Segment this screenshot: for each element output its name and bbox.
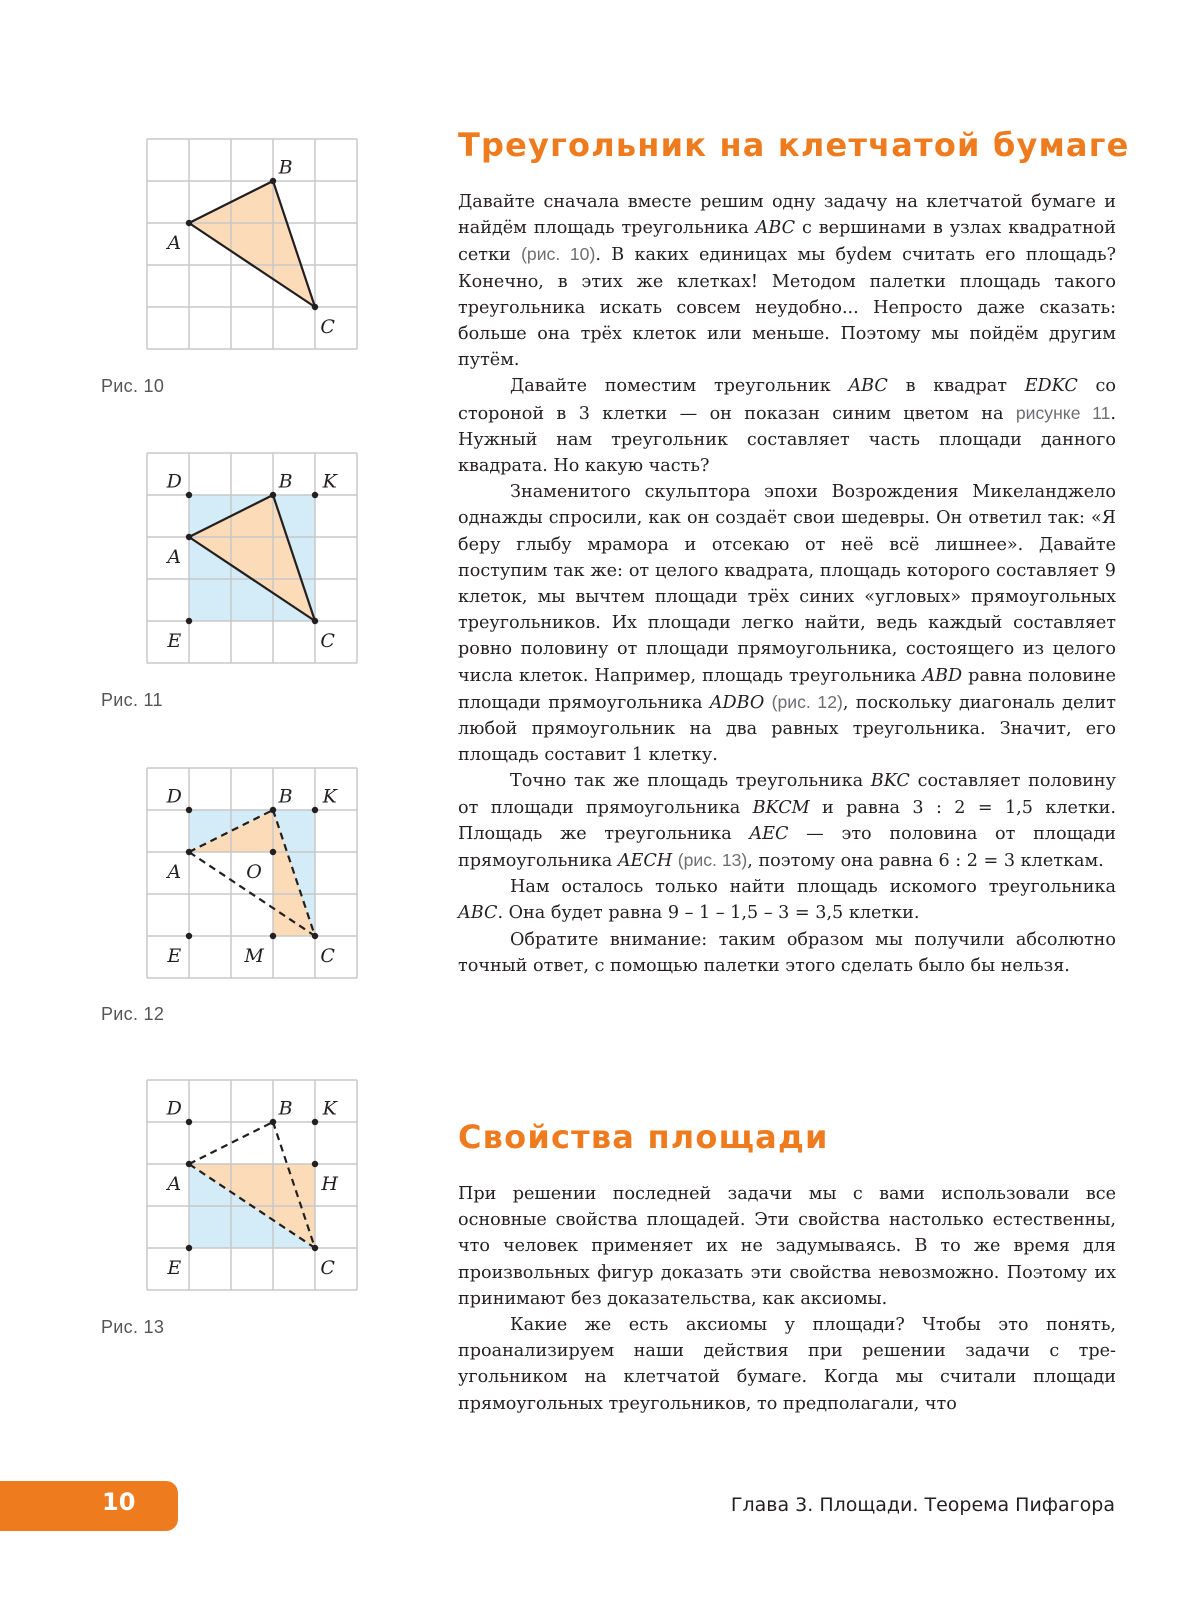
text-run: . Нужный нам треугольник составляет часть площади данного квадрата. Но какую часть? (458, 403, 1116, 477)
figure-11-caption: Рис. 11 (101, 690, 163, 710)
point-label-K: K (322, 1097, 337, 1120)
point-B (270, 492, 276, 498)
text-run: . В каких единицах мы буdем считать его площадь? Конечно, в этих же клетках! Методом палетки площадь такого треугольника искать совсем неудобно... Непросто даже сказать: больше она трёх клеток или меньше. Поэтому мы пойдём другим путём. (458, 245, 1116, 371)
paragraph (458, 927, 1116, 979)
point-K (312, 807, 318, 813)
figure-reference: (рис. 13) (677, 850, 748, 871)
text-run: — это половина от площади прямоугольника (458, 823, 1116, 872)
point-label-K: K (322, 470, 337, 493)
figure-11-drawing (132, 439, 372, 679)
paragraph (458, 1181, 1116, 1312)
point-B (270, 178, 276, 184)
section-triangle-on-grid (458, 125, 1130, 979)
text-run: равна половине площади прямоугольника (458, 665, 1116, 713)
point-C (312, 618, 318, 624)
point-label-A: A (167, 545, 182, 568)
point-label-B: B (278, 470, 293, 493)
figure-10-drawing (132, 125, 372, 365)
text-run: Какие же есть аксиомы у площади? Чтобы это понять, проанализируем наши действия при решении задачи с треугольником на клетчатой бумаге. Когда мы считали площади прямоугольных треугольников, то предполагали, что (458, 1315, 1116, 1414)
point-label-C: C (320, 629, 335, 652)
point-label-A: A (167, 860, 182, 883)
page-number-tab (0, 1481, 178, 1531)
point-label-B: B (278, 1097, 293, 1120)
paragraph (458, 373, 1116, 479)
point-B (270, 807, 276, 813)
point-A (186, 849, 192, 855)
figure-12-caption: Рис. 12 (101, 1004, 165, 1024)
figure-reference: рисунке 11 (1015, 402, 1111, 423)
text-run: со стороной в 3 клетки — он показан синим цветом на (458, 376, 1116, 424)
point-C (312, 933, 318, 939)
section-body (458, 1181, 1116, 1417)
math-label: ABC (458, 903, 498, 924)
figure-reference: (рис. 12) (771, 691, 843, 712)
figure-11 (132, 439, 372, 679)
point-C (312, 304, 318, 310)
figure-13 (132, 1066, 372, 1306)
point-label-A: A (167, 231, 182, 254)
text-run: Обратите внимание: таким образом мы получили абсолютно точный ответ, с помощью палетки этого сделать было бы нельзя. (458, 929, 1116, 976)
point-H (312, 1161, 318, 1167)
text-run (764, 693, 771, 713)
point-label-K: K (322, 785, 337, 808)
orange-region (189, 181, 315, 307)
text-run: При решении последней задачи мы с вами использовали все основные свойства площадей. Эти свойства настолько естественны, что человек применяет их не задумываясь. В то же время для произвольных фигур доказать эти свойства невозможно. Поэтому их принимают без доказательства, как аксиомы. (458, 1184, 1116, 1309)
running-head: Глава 3. Площади. Теорема Пифагора (730, 1494, 1115, 1516)
text-run: Точно так же площадь треугольника (510, 771, 871, 792)
figure-12-drawing (132, 754, 372, 994)
section-body (458, 189, 1116, 979)
text-run: составляет половину от площади прямоугольника (458, 771, 1116, 818)
point-O (270, 849, 276, 855)
point-K (312, 1119, 318, 1125)
point-B (270, 1119, 276, 1125)
point-label-B: B (278, 156, 293, 179)
page-number: 10 (102, 1488, 136, 1516)
figure-10-caption: Рис. 10 (101, 376, 165, 396)
math-label: ADBO (709, 692, 765, 713)
paragraph (458, 874, 1116, 926)
point-label-E: E (167, 629, 182, 652)
paragraph (458, 1312, 1116, 1417)
math-label: AECH (617, 851, 673, 872)
point-M (270, 933, 276, 939)
math-label: BKC (870, 771, 910, 792)
point-label-D: D (166, 1097, 182, 1120)
figure-13-drawing (132, 1066, 372, 1306)
point-K (312, 492, 318, 498)
point-A (186, 1161, 192, 1167)
figure-10 (132, 125, 372, 365)
figure-reference: (рис. 10) (521, 244, 596, 265)
text-run: Знаменитого скульптора эпохи Возрождения Микеланджело однажды спросили, как он создаёт свои шедевры. Он ответил так: «Я беру глыбу мрамора и отсекаю от неё всё лишнее». Давайте поступим так же: от целого квадрата, площадь которого составляет 9 клеток, мы вычтем площади трёх синих «угловых» прямоугольных треугольников. Их площади легко найти, ведь каждый составляет ровно половину от площади прямоугольника, состоящего из целого числа клеток. Например, площадь треугольника (458, 482, 1116, 686)
math-label: ABC (755, 218, 796, 239)
point-label-E: E (167, 1256, 182, 1279)
math-label: AEC (749, 823, 789, 844)
figure-12 (132, 754, 372, 994)
section-area-properties (458, 1117, 1116, 1417)
point-label-O: O (246, 860, 262, 883)
text-run: . Она будет равна 9 – 1 – 1,5 – 3 = 3,5 клетки. (497, 903, 920, 924)
paragraph (458, 189, 1116, 373)
math-label: BKCM (752, 797, 810, 818)
text-run: Давайте сначала вместе решим одну задачу на клетчатой бумаге и найдём площадь треугольника (458, 192, 1116, 239)
point-D (186, 807, 192, 813)
point-label-C: C (320, 315, 335, 338)
point-C (312, 1245, 318, 1251)
figure-13-caption: Рис. 13 (101, 1317, 165, 1337)
point-label-C: C (320, 1256, 335, 1279)
text-run: Давайте поместим треугольник (510, 376, 849, 397)
section-heading: Треугольник на клетчатой бумаге (458, 126, 1130, 164)
point-label-C: C (320, 944, 335, 967)
text-run: и равна 3 : 2 = 1,5 клетки. Площадь же треугольника (458, 797, 1116, 844)
point-label-M: M (244, 944, 264, 967)
text-run: в квадрат (887, 376, 1025, 397)
math-label: ABD (922, 665, 963, 686)
point-E (186, 618, 192, 624)
point-label-H: H (321, 1172, 338, 1195)
point-label-E: E (167, 944, 182, 967)
point-label-A: A (167, 1172, 182, 1195)
text-run: , поэтому она равна 6 : 2 = 3 клеткам. (747, 851, 1104, 872)
text-run: Нам осталось только найти площадь искомого треугольника (510, 877, 1116, 898)
point-label-D: D (166, 470, 182, 493)
text-run: с вершинами в узлах квадратной сетки (458, 218, 1116, 266)
paragraph (458, 768, 1116, 874)
point-label-D: D (166, 785, 182, 808)
point-E (186, 933, 192, 939)
point-label-B: B (278, 785, 293, 808)
point-D (186, 1119, 192, 1125)
section-heading: Свойства площади (458, 1118, 829, 1156)
point-A (186, 534, 192, 540)
point-A (186, 220, 192, 226)
text-run: , поскольку диагональ делит любой прямоугольник на два равных треугольника. Значит, его площадь составит 1 клетку. (458, 692, 1116, 766)
point-E (186, 1245, 192, 1251)
point-D (186, 492, 192, 498)
paragraph (458, 479, 1116, 768)
math-label: ABC (848, 376, 888, 397)
math-label: EDKC (1024, 376, 1078, 397)
